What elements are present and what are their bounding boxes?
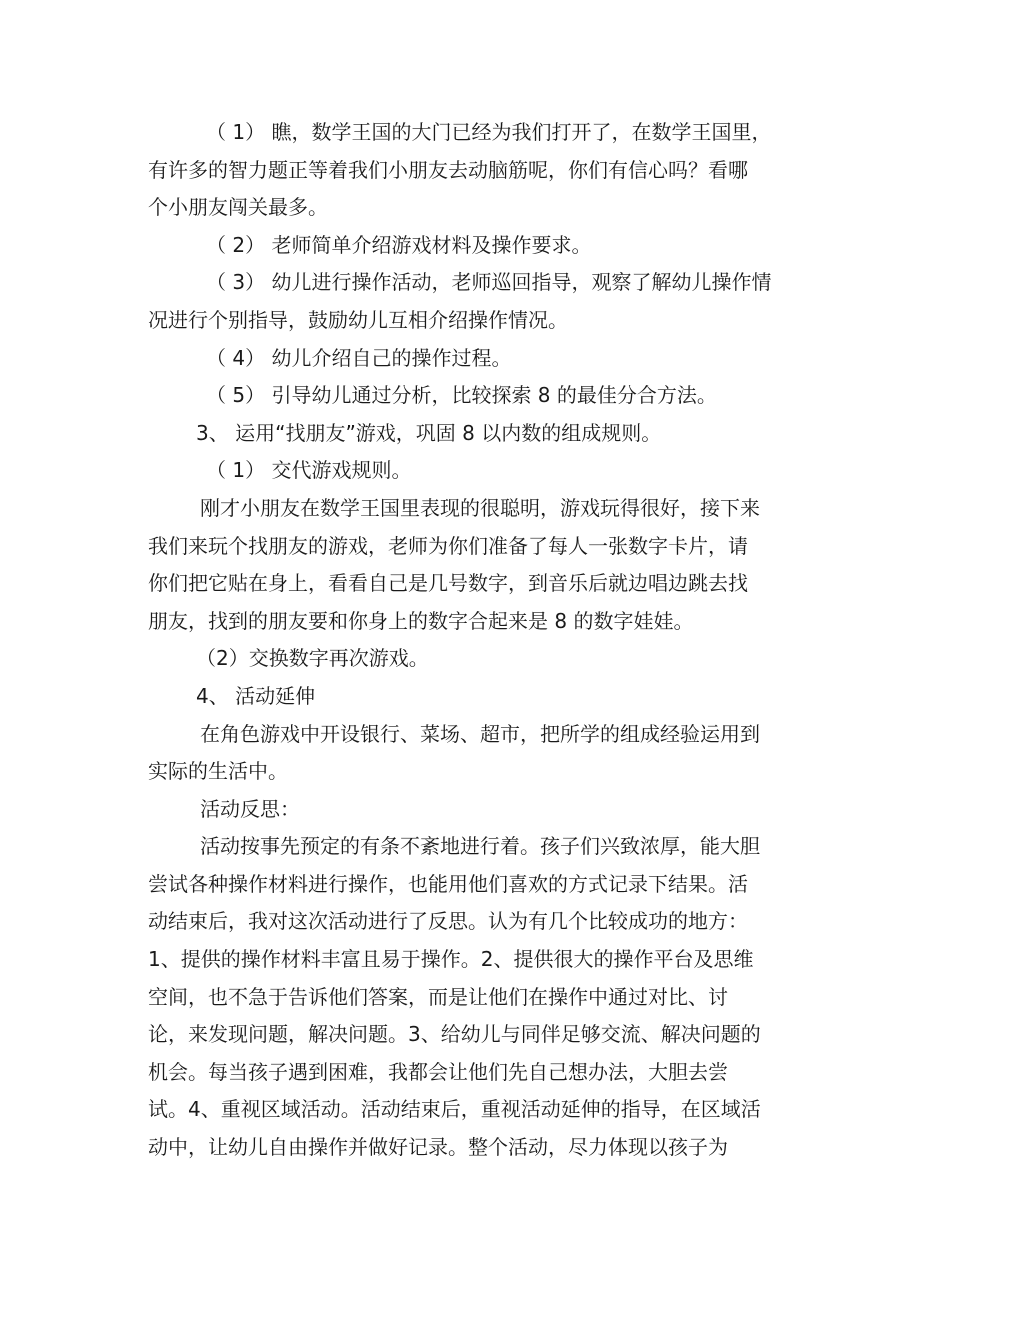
text-line: 个小朋友闯关最多。 (148, 195, 328, 220)
section-heading: 3、 运用“找朋友”游戏，巩固 8 以内数的组成规则。 (196, 420, 662, 445)
text-line: （ 3） 幼儿进行操作活动，老师巡回指导，观察了解幼儿操作情 (206, 270, 772, 295)
text-line: 有许多的智力题正等着我们小朋友去动脑筋呢，你们有信心吗？看哪 (148, 157, 748, 182)
text-line: （ 1） 交代游戏规则。 (206, 458, 412, 483)
text-line: 活动按事先预定的有条不紊地进行着。孩子们兴致浓厚，能大胆 (200, 834, 760, 859)
text-line: 尝试各种操作材料进行操作，也能用他们喜欢的方式记录下结果。活 (148, 871, 748, 896)
text-line: 在角色游戏中开设银行、菜场、超市，把所学的组成经验运用到 (200, 721, 760, 746)
text-line: （2）交换数字再次游戏。 (196, 646, 429, 671)
section-heading: 4、 活动延伸 (196, 683, 316, 708)
text-line: （ 2） 老师简单介绍游戏材料及操作要求。 (206, 232, 592, 257)
text-line: 机会。每当孩子遇到困难，我都会让他们先自己想办法，大胆去尝 (148, 1059, 728, 1084)
text-line: 论，来发现问题，解决问题。3、给幼儿与同伴足够交流、解决问题的 (148, 1022, 761, 1047)
text-line: 况进行个别指导，鼓励幼儿互相介绍操作情况。 (148, 307, 568, 332)
text-line: 刚才小朋友在数学王国里表现的很聪明，游戏玩得很好，接下来 (200, 495, 760, 520)
text-line: 空间，也不急于告诉他们答案，而是让他们在操作中通过对比、讨 (148, 984, 728, 1009)
text-line: 动中，让幼儿自由操作并做好记录。整个活动，尽力体现以孩子为 (148, 1135, 728, 1160)
document-body (148, 114, 798, 1167)
text-line: （ 5） 引导幼儿通过分析，比较探索 8 的最佳分合方法。 (206, 383, 717, 408)
text-line: 实际的生活中。 (148, 759, 288, 784)
section-heading: 活动反思： (200, 796, 300, 821)
text-line: 试。4、重视区域活动。活动结束后，重视活动延伸的指导，在区域活 (148, 1097, 761, 1122)
text-line: （ 1） 瞧，数学王国的大门已经为我们打开了，在数学王国里， (206, 120, 772, 144)
text-line: 1、提供的操作材料丰富且易于操作。2、提供很大的操作平台及思维 (148, 947, 754, 972)
text-line: 你们把它贴在身上，看看自己是几号数字，到音乐后就边唱边跳去找 (148, 571, 748, 596)
text-line: 朋友，找到的朋友要和你身上的数字合起来是 8 的数字娃娃。 (148, 608, 694, 633)
text-line: 动结束后，我对这次活动进行了反思。认为有几个比较成功的地方： (148, 909, 748, 934)
text-line: （ 4） 幼儿介绍自己的操作过程。 (206, 345, 512, 370)
text-line: 我们来玩个找朋友的游戏，老师为你们准备了每人一张数字卡片，请 (148, 533, 748, 558)
